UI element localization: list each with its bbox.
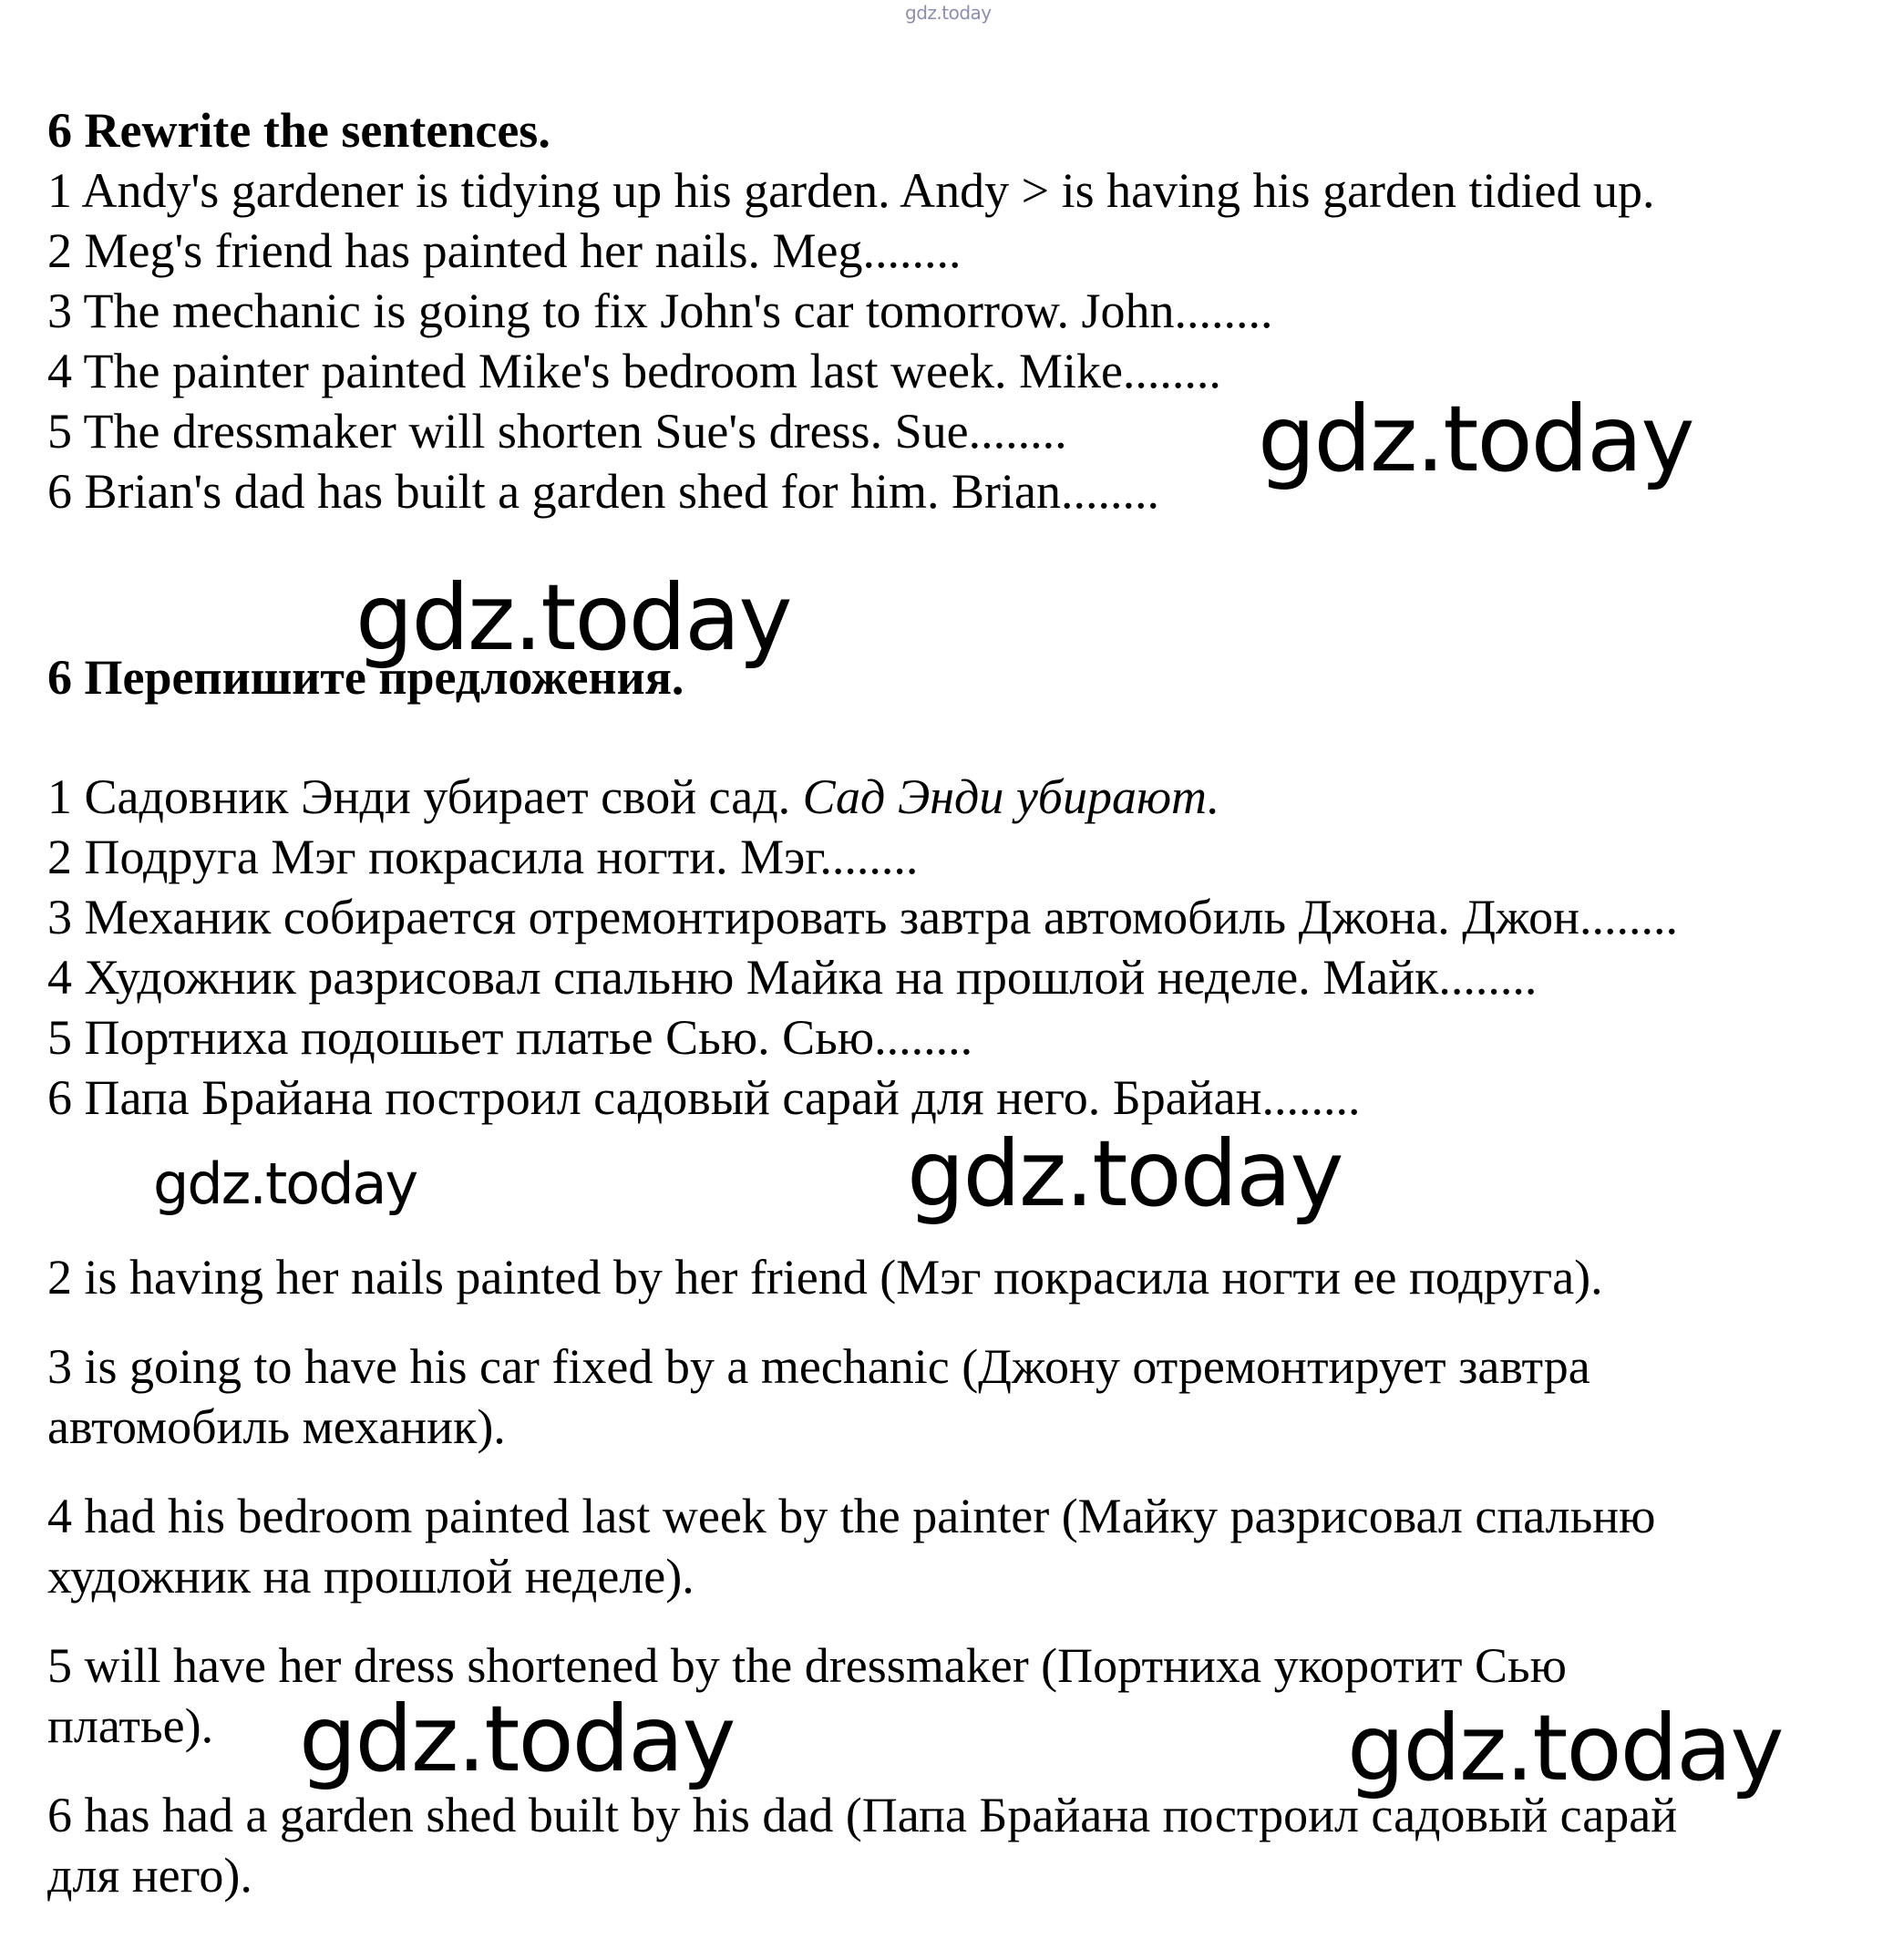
english-heading: 6 Rewrite the sentences. (47, 103, 550, 158)
english-item-2: 2 Meg's friend has painted her nails. Meg........ (47, 223, 962, 278)
russian-item-4: 4 Художник разрисовал спальню Майка на прошлой неделе. Майк........ (47, 950, 1538, 1005)
russian-item-6: 6 Папа Брайана построил садовый сарай для него. Брайан........ (47, 1070, 1361, 1125)
answer-6-line2: для него). (47, 1848, 252, 1903)
english-item-6: 6 Brian's dad has built a garden shed for him. Brian........ (47, 464, 1159, 519)
answer-2: 2 is having her nails painted by her friend (Мэг покрасила ногти ее подруга). (47, 1250, 1603, 1305)
watermark-6: gdz.today (1347, 1695, 1783, 1801)
russian-item-5: 5 Портниха подошьет платье Сью. Сью........ (47, 1010, 973, 1065)
russian-item-3: 3 Механик собирается отремонтировать завтра автомобиль Джона. Джон........ (47, 890, 1678, 944)
english-item-4: 4 The painter painted Mike's bedroom last week. Mike........ (47, 344, 1221, 398)
answer-3-line2: автомобиль механик). (47, 1399, 506, 1454)
russian-heading: 6 Перепишите предложения. (47, 650, 684, 705)
watermark-1: gdz.today (1258, 386, 1693, 492)
watermark-4: gdz.today (907, 1120, 1343, 1227)
answer-4-line1: 4 had his bedroom painted last week by the painter (Майку разрисовал спальню (47, 1489, 1656, 1543)
english-item-5: 5 The dressmaker will shorten Sue's dress. Sue........ (47, 404, 1067, 459)
russian-item-1 (47, 769, 1220, 824)
watermark-2: gdz.today (355, 564, 791, 671)
top-watermark: gdz.today (905, 2, 992, 24)
russian-item-1-answer: Сад Энди убирают. (802, 769, 1220, 824)
answer-5-line2: платье). (47, 1698, 214, 1753)
answer-3-line1: 3 is going to have his car fixed by a mechanic (Джону отремонтирует завтра (47, 1339, 1590, 1394)
watermark-5: gdz.today (299, 1686, 735, 1792)
watermark-3: gdz.today (153, 1150, 417, 1217)
answer-6-line1: 6 has had a garden shed built by his dad (Папа Брайана построил садовый сарай (47, 1788, 1678, 1842)
russian-item-1-text: 1 Садовник Энди убирает свой сад. (47, 769, 803, 824)
english-item-3: 3 The mechanic is going to fix John's car tomorrow. John........ (47, 284, 1273, 338)
russian-item-2: 2 Подруга Мэг покрасила ногти. Мэг........ (47, 830, 919, 884)
answer-4-line2: художник на прошлой неделе). (47, 1549, 694, 1604)
answer-5-line1: 5 will have her dress shortened by the dressmaker (Портниха укоротит Сью (47, 1638, 1567, 1693)
english-item-1: 1 Andy's gardener is tidying up his garden. Andy > is having his garden tidied up. (47, 163, 1655, 218)
